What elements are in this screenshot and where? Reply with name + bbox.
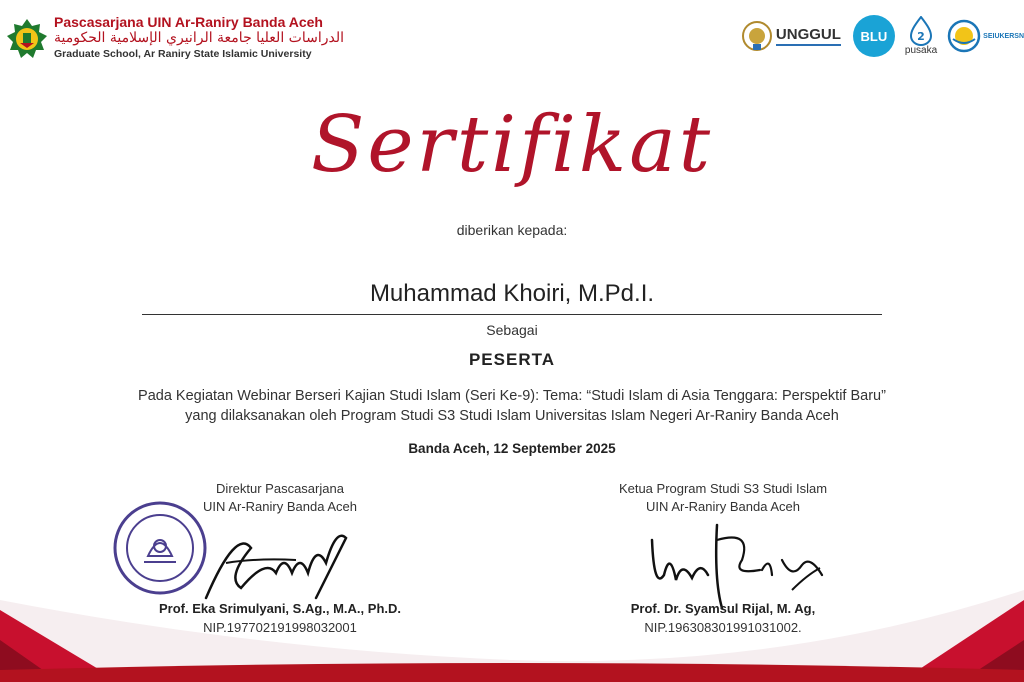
name-underline <box>142 314 882 315</box>
institution-arabic-name: الدراسات العليا جامعة الرانيري الإسلامية الحكومية <box>54 30 344 46</box>
recipient-name: Muhammad Khoiri, M.Pd.I. <box>369 280 655 307</box>
accreditation-emblem-icon <box>741 20 773 52</box>
unggul-label: UNGGUL <box>776 26 841 46</box>
blu-logo <box>853 15 895 57</box>
description-line-2: yang dilaksanakan oleh Program Studi S3 Studi Islam Universitas Islam Negeri Ar-Raniry Banda Aceh <box>185 408 839 424</box>
uin-logo-icon <box>6 18 48 60</box>
right-signatory-name: Prof. Dr. Syamsul Rijal, M. Ag, <box>630 601 816 616</box>
seiukers-circle-icon <box>947 19 981 53</box>
left-position-line-2: UIN Ar-Raniry Banda Aceh <box>203 499 357 514</box>
certificate-title: Sertifikat <box>310 100 714 190</box>
svg-text:2: 2 <box>917 30 925 43</box>
left-signatory-nip: NIP.197702191998032001 <box>203 620 357 635</box>
right-position-line-1: Ketua Program Studi S3 Studi Islam <box>618 481 828 496</box>
partner-logos <box>741 14 1024 58</box>
left-signatory-name: Prof. Eka Srimulyani, S.Ag., M.A., Ph.D. <box>159 601 401 616</box>
left-signature-icon <box>196 518 356 608</box>
institution-header <box>6 14 344 61</box>
seiukers-label: SEIUKERSN <box>983 32 1024 40</box>
official-stamp-icon <box>112 500 208 596</box>
event-description <box>0 386 1024 426</box>
right-signature-icon <box>642 520 832 610</box>
right-signatory-position <box>543 480 903 516</box>
pusaka-drop-icon <box>910 16 932 46</box>
left-position-line-1: Direktur Pascasarjana <box>216 481 344 496</box>
pusaka-logo <box>905 16 937 56</box>
description-line-1: Pada Kegiatan Webinar Berseri Kajian Studi Islam (Seri Ke-9): Tema: “Studi Islam di Asia Tenggara: Perspektif Baru” <box>138 388 886 404</box>
place-date: Banda Aceh, 12 September 2025 <box>408 441 616 456</box>
unggul-logo <box>741 20 841 52</box>
given-to-label: diberikan kepada: <box>456 222 568 238</box>
blu-label: BLU <box>860 28 888 44</box>
institution-english-name: Graduate School, Ar Raniry State Islamic University <box>54 48 312 60</box>
right-signatory-nip: NIP.196308301991031002. <box>644 620 802 635</box>
as-label: Sebagai <box>486 322 538 338</box>
right-position-line-2: UIN Ar-Raniry Banda Aceh <box>646 499 800 514</box>
institution-name: Pascasarjana UIN Ar-Raniry Banda Aceh <box>54 14 323 30</box>
role-label: PESERTA <box>468 350 556 369</box>
seiukers-logo <box>947 19 1024 53</box>
pusaka-label: pusaka <box>904 45 938 56</box>
